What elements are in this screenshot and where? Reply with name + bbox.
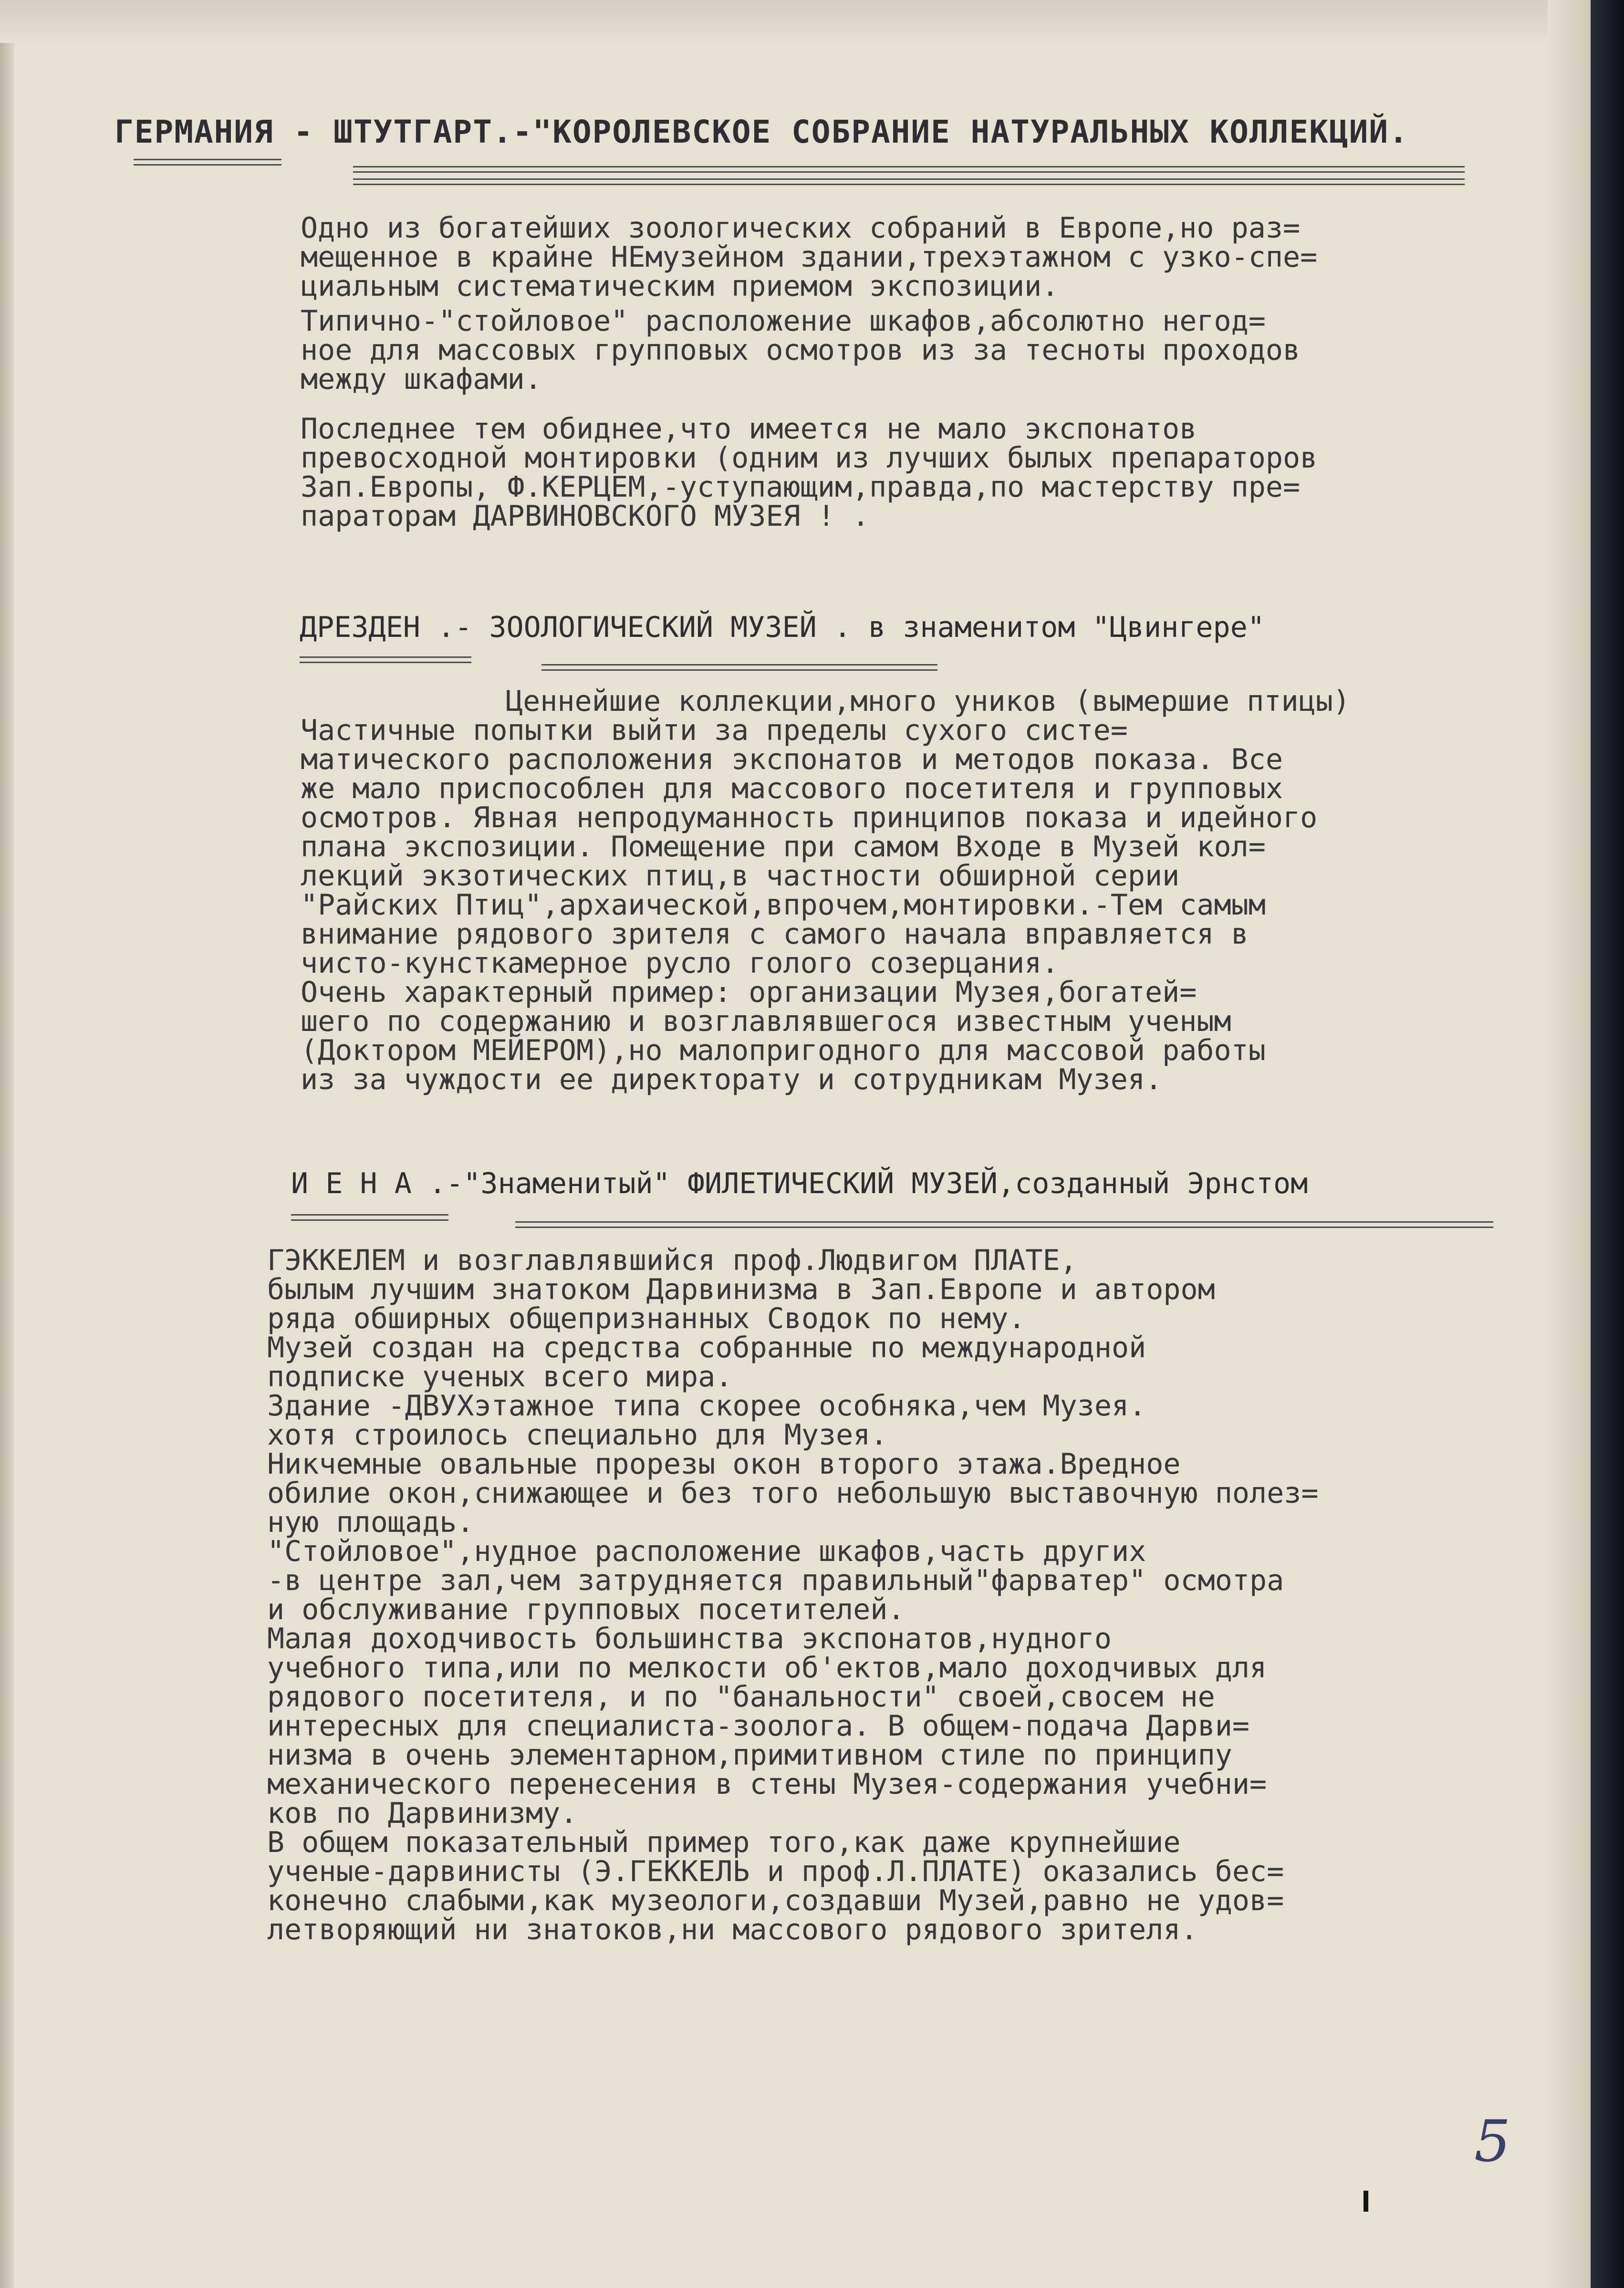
stuttgart-paragraph-1: Одно из богатейших зоологических собраний в Европе,но раз= мещенное в крайне НЕмузейном здании,трехэтажном с узко-спе= циальным систематическим приемом экспозиции. — [301, 211, 1318, 303]
stuttgart-paragraph-3: Последнее тем обиднее,что имеется не мало экспонатов превосходной монтировки (одним из лучших былых препараторов Зап.Европы, Ф.КЕРЦЕМ,-уступающим,правда,по мастерству пре= параторам ДАРВИНОВСКОГО МУЗЕЯ ! . — [301, 412, 1318, 533]
underline-dresden — [300, 656, 471, 663]
underline-stuttgart-collection-2 — [353, 178, 1465, 185]
underline-stuttgart-collection — [353, 166, 1465, 173]
stuttgart-paragraph-2: Типично-"стойловое" расположение шкафов,абсолютно негод= ное для массовых групповых осмотров из за тесноты проходов между шкафами. — [301, 304, 1301, 396]
heading-dresden: ДРЕЗДЕН .- ЗООЛОГИЧЕСКИЙ МУЗЕЙ . в знаменитом "Цвингере" — [300, 611, 1265, 644]
jena-paragraph-5: "Стойловое",нудное расположение шкафов,часть других -в центре зал,чем затрудняется правильный"фарватер" осмотра и обслуживание групповых посетителей. — [267, 1535, 1284, 1626]
jena-paragraph-6: Малая доходчивость большинства экспонатов,нудного учебного типа,или по мелкости об'ектов,мало доходчивых для рядового посетителя, и по "банальности" своей,свосем не интересных для специалиста-зоолога. В общем-подача Дарви= низма в очень элементарном,примитивном стиле по принципу механического перенесения в стены Музея-содержания учебни= ков по Дарвинизму. — [267, 1622, 1267, 1830]
underline-jena — [291, 1214, 448, 1221]
jena-paragraph-7: В общем показательный пример того,как даже крупнейшие ученые-дарвинисты (Э.ГЕККЕЛЬ и проф.Л.ПЛАТЕ) оказались бес= конечно слабыми,как музеологи,создавши Музей,равно не удов= летворяющий ни знатоков,ни массового рядового зрителя. — [267, 1826, 1284, 1946]
jena-paragraph-1: ГЭККЕЛЕМ и возглавлявшийся проф.Людвигом ПЛАТЕ, былым лучшим знатоком Дарвинизма в Зап.Европе и автором ряда обширных общепризнанных Сводок по нему. — [267, 1244, 1215, 1335]
jena-paragraph-3: Здание -ДВУХэтажное типа скорее особняка,чем Музея. хотя строилось специально для Музея. — [267, 1389, 1146, 1452]
jena-paragraph-2: Музей создан на средства собранные по международной подписке ученых всего мира. — [267, 1331, 1146, 1394]
underline-phyletic-museum — [515, 1221, 1493, 1228]
jena-paragraph-4: Никчемные овальные прорезы окон второго этажа.Вредное обилие окон,снижающее и без того небольшую выставочную полез= ную площадь. — [267, 1447, 1319, 1539]
ink-mark — [1364, 2191, 1368, 2212]
underline-zoological-museum — [541, 664, 937, 671]
dresden-paragraph-2: Частичные попытки выйти за пределы сухого систе= матического расположения экспонатов и методов показа. Все же мало приспособлен для массового посетителя и групповых осмотров. Явная непродуманность принципов показа и идейного плана экспозиции. Помещение при самом Входе в Музей кол= лекций экзотических птиц,в частности обширной серии "Райских Птиц",архаической,впрочем,монтировки.-Тем самым внимание рядового зрителя с самого начала вправляется в чисто-кунсткамерное русло голого созерцания. — [301, 714, 1318, 980]
dresden-paragraph-3: Очень характерный пример: организации Музея,богатей= шего по содержанию и возглавлявшегося известным ученым (Доктором МЕЙЕРОМ),но малопригодного для массовой работы из за чуждости ее директорату и сотрудникам Музея. — [301, 976, 1266, 1096]
page-number: 5 — [1474, 2109, 1511, 2175]
heading-jena: И Е Н А .-"Знаменитый" ФИЛЕТИЧЕСКИЙ МУЗЕЙ,созданный Эрнстом — [291, 1167, 1308, 1200]
dresden-paragraph-1: Ценнейшие коллекции,много уников (вымершие птицы) — [506, 685, 1351, 718]
heading-germany-stuttgart: ГЕРМАНИЯ - ШТУТГАРТ.-"КОРОЛЕВСКОЕ СОБРАНИЕ НАТУРАЛЬНЫХ КОЛЛЕКЦИЙ. — [115, 114, 1409, 150]
underline-germany — [134, 159, 281, 166]
